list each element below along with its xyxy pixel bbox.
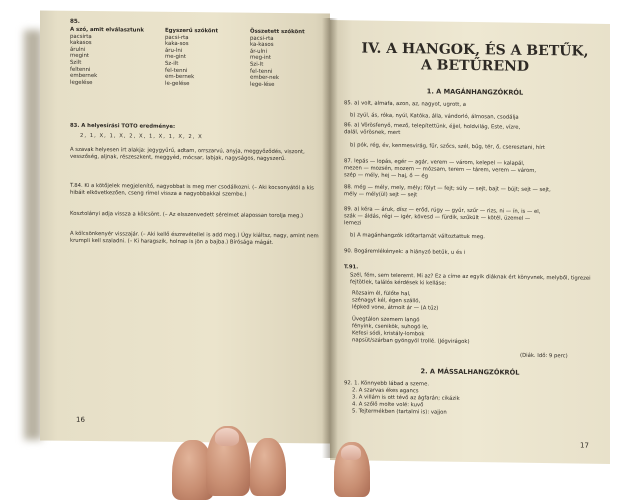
word: pacsi-rta bbox=[165, 34, 189, 41]
finger-3 bbox=[250, 438, 286, 496]
word: Szi-lt bbox=[250, 61, 264, 68]
word: kakasos bbox=[70, 39, 92, 47]
paragraph: A szavak helyesen írt alakja: jegygyűrű, adtam, orrszarvú, anyja, meggyőződés, viszont, vesszőség, aljnak, részeszkent, meggyéd, mócsar, labjak, nagyságos, nagyszerű. bbox=[70, 146, 305, 162]
column-2 bbox=[165, 28, 245, 88]
poem-line: fényink, csenikök, suhogó le, bbox=[352, 323, 429, 331]
poem-intro: Szél, fém, sem teleremt. Mi az? Ez a címe az egyik diáknak ért könyvnek, melyből, tigrezei fejtötlek, találós kérdések ki kelláse: bbox=[350, 272, 591, 287]
column-3 bbox=[250, 29, 330, 89]
text-line: dalál, vörösnek, mert bbox=[344, 129, 401, 137]
word: árulni bbox=[70, 46, 86, 53]
text-line: 88. még — mély, mely, mély; fölyt — fejt; süly — sejt, bajt — bújt; sejt — sejt, bbox=[344, 184, 551, 194]
word: ember-nek bbox=[250, 74, 279, 82]
paragraph: Kosztolányi adja vissza a kölcsönt. (– Az elsszenvedett sérelmet alapossan torolja meg.) bbox=[70, 210, 304, 220]
poem-line: Kefesi sódi, kristály-lombok bbox=[352, 330, 425, 338]
text-line: b) zyúl, ás, róka, nyúl, Katóka, álla, vándorló, álmosan, csodálja bbox=[350, 112, 519, 121]
chapter-title bbox=[350, 40, 600, 75]
word: em-bernek bbox=[165, 73, 195, 81]
word: lege-lése bbox=[250, 81, 275, 88]
book-spine bbox=[322, 18, 338, 458]
column-head: Összetett szókönt bbox=[250, 28, 305, 36]
poem-line: lépked vone, átmoit ár — (A tűz) bbox=[352, 304, 439, 312]
text-line: 90. Bogáremlékények: a hiányzó betűk, u és i bbox=[344, 248, 466, 256]
text-line: mély — mély(ül) sejt — sejt bbox=[344, 191, 418, 199]
text-line: b) pók, rég, év, kenmesvirág, fűr, szőcs, szél, bűg, tér, ő, cseresztani, hírt bbox=[350, 142, 545, 152]
text-line: 87. lepás — lopás, egér — agár, verem — várom, kelepel — kalapál, bbox=[344, 158, 525, 167]
word: fel-tenni bbox=[165, 67, 188, 74]
fingernail bbox=[215, 428, 239, 446]
page-number: 17 bbox=[580, 441, 589, 450]
word: embernek bbox=[70, 72, 98, 80]
word: áru-lni bbox=[165, 47, 183, 54]
title-line: A BETŰREND bbox=[420, 57, 530, 75]
list-item: 92. 1. Könnyebb lábad a szeme. bbox=[344, 380, 430, 388]
poem-line: Rözsaim él, fülőte hal, bbox=[352, 290, 411, 298]
list-item: 3. A villám is ott tévő az ágfarán; cikázik bbox=[352, 394, 460, 402]
section-heading: 1. A MAGÁNHANGZÓKRÓL bbox=[426, 87, 524, 97]
credit: (Diák. Idő: 9 perc) bbox=[520, 352, 568, 360]
word: Szilt bbox=[70, 59, 82, 66]
column-head: Egyszerű szókönt bbox=[165, 27, 219, 35]
syllable-columns bbox=[70, 26, 320, 88]
paragraph: A kölcsönkenyér visszajár. (– Aki kellő észrevétellel is add meg.) Úgy kiáltsz, nagy, amint nem krumpli kell szaladni. (– Ki haragszik, holnap is jön a bajba.) Bírósága mágát. bbox=[70, 230, 319, 246]
text-line: 86. a) Vörösfenyő, mező, telepítettünk, éjjel, holdvilág, Este, vízre, bbox=[344, 122, 521, 131]
text-line: 85. a) volt, almafa, azon, az, nagyot, ugrott, a bbox=[344, 100, 466, 108]
left-page bbox=[40, 10, 330, 443]
word: pacsi-rta bbox=[250, 35, 274, 42]
poem-line: napsüt/szárban gyöngyöl trollé. (Jégvirágok) bbox=[352, 337, 470, 345]
page-number: 16 bbox=[76, 415, 85, 424]
word: fel-tenni bbox=[250, 68, 273, 75]
exercise-number: T.91. bbox=[344, 264, 359, 271]
word: le-gelése bbox=[165, 80, 190, 87]
thumb bbox=[334, 442, 370, 497]
text-line: mezen — mozsén, mozem — mózsam, terem — tárem, verem — várom, bbox=[344, 165, 537, 174]
column-head: A szó, amit elválasztunk bbox=[70, 26, 144, 34]
poem-line: szénagyt kél, égen szálló, bbox=[352, 297, 421, 305]
exercise-heading: 83. A helyesírási TOTO eredménye: bbox=[70, 122, 176, 130]
list-item: 2. A szarvas ékes agancs bbox=[352, 387, 419, 395]
title-line: IV. A HANGOK, ÉS A BETŰK, bbox=[361, 40, 589, 60]
text-line: szép — mély, hej — haj, ő — ég bbox=[344, 172, 428, 180]
word: ka-kasos bbox=[250, 41, 274, 49]
word: pacsirta bbox=[70, 33, 92, 40]
word: feltenni bbox=[70, 66, 91, 73]
text-line: lemezi bbox=[344, 220, 362, 227]
word: me-gint bbox=[165, 54, 186, 61]
list-item: 5. Tejtermékben (tartalmi is): vajjon bbox=[352, 408, 447, 416]
toto-result: 2, 1, X, 1, X, 2, X, 1, X, 1, X, 2, X bbox=[80, 132, 203, 141]
section-heading: 2. A MÁSSALHANGZÓKRÓL bbox=[420, 367, 520, 377]
word: ár-ulni bbox=[250, 48, 267, 55]
exercise-number: 85. bbox=[70, 18, 80, 25]
column-1 bbox=[70, 27, 150, 87]
word: kaka-sos bbox=[165, 40, 189, 48]
word: megint bbox=[70, 53, 90, 60]
paragraph: T.84. Ki a kötőjelek megjelenítő, nagyobbat is meg mer csodálkozni. (– Aki kocsonyától a kis hibáit elkövetkezően, cseng rímel vissza a nagyobbakkal szembe.) bbox=[70, 182, 314, 198]
text-line: szák — áldás, régi — igér, kövesd — fürdik, szűkült — kötél, üzemel — bbox=[344, 213, 531, 222]
fingernail bbox=[341, 445, 361, 460]
right-page bbox=[330, 20, 610, 464]
list-item: 4. A szőlő molte volé: kuvő bbox=[352, 401, 424, 409]
word: meg-int bbox=[250, 55, 271, 62]
text-line: b) A magánhangzók időtartamát változtattuk meg. bbox=[350, 232, 485, 241]
word: Sz-ilt bbox=[165, 60, 179, 67]
finger-2 bbox=[206, 426, 250, 496]
text-line: 89. a) kéra — áruk, dísz — erőd, rúgy — gyűr, szűr — rizs, ni — ín, is — el, bbox=[344, 206, 541, 215]
word: legelése bbox=[70, 79, 93, 86]
poem-line: Üvegtálon szemem langó bbox=[352, 316, 420, 324]
